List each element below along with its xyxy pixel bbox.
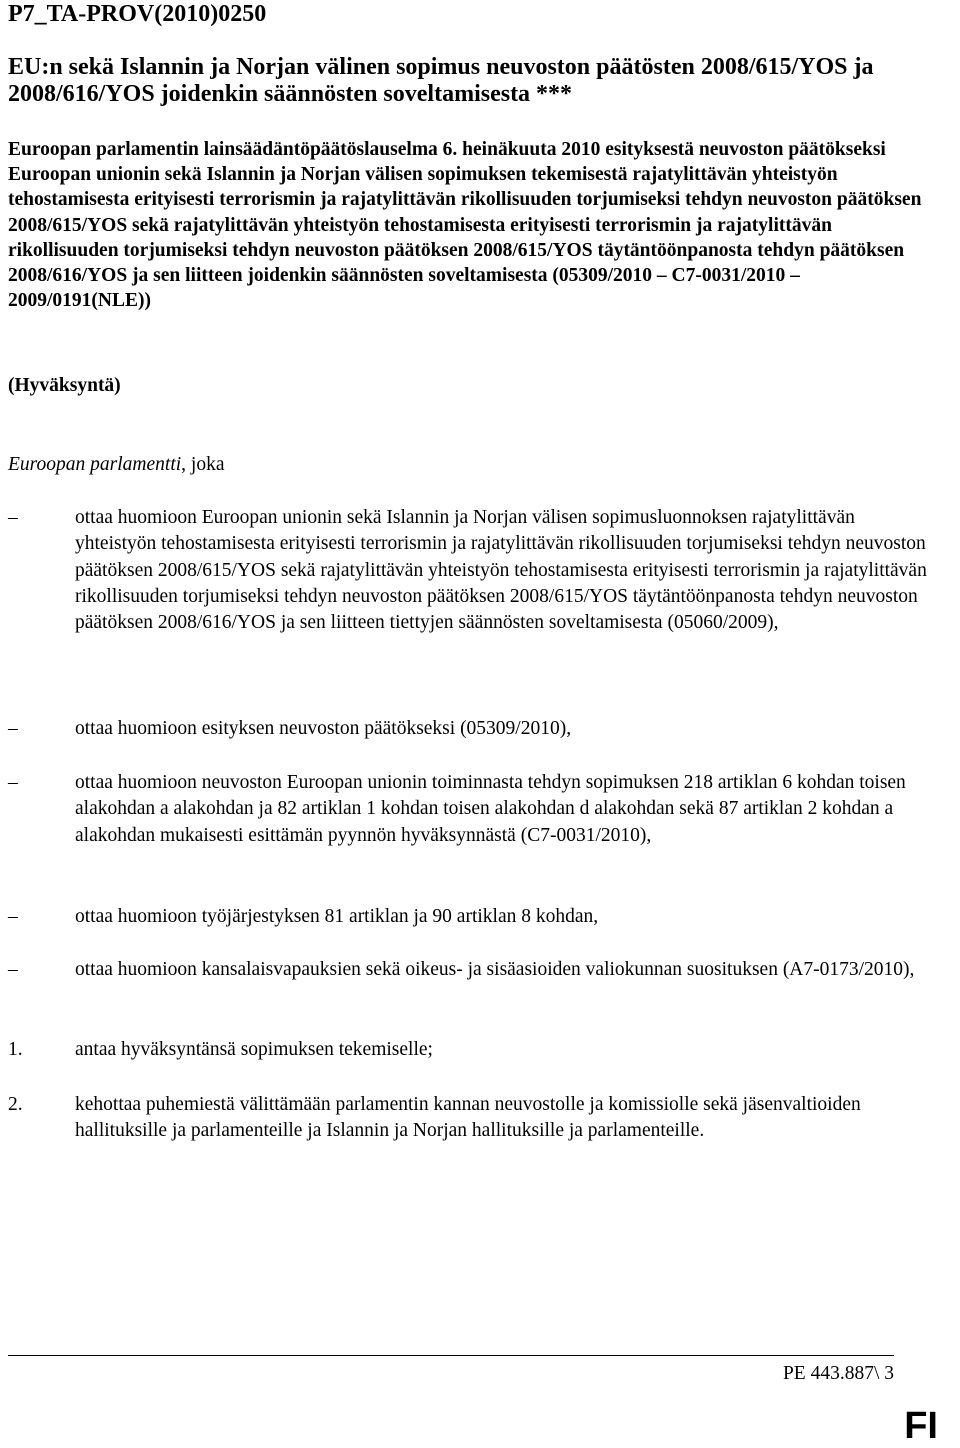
- citation-dash: –: [8, 772, 18, 793]
- citation-dash: –: [8, 959, 18, 980]
- citation-text: ottaa huomioon neuvoston Euroopan unionin toiminnasta tehdyn sopimuksen 218 artiklan 6 kohdan toisen alakohdan a alakohdan ja 82 artiklan 1 kohdan toisen alakohdan d alakohdan sekä 87 artiklan 2 kohdan a alakohdan mukaisesti esittämän pyynnön hyväksynnästä (C7-0031/2010),: [75, 772, 906, 846]
- preamble-subject-suffix: , joka: [181, 454, 225, 475]
- citation-text: ottaa huomioon Euroopan unionin sekä Islannin ja Norjan välisen sopimusluonnoksen rajatylittävän yhteistyön tehostamisesta erityisesti terrorismin ja rajatylittävän rikollisuuden torjumiseksi tehdyn neuvoston päätöksen 2008/615/YOS sekä rajatylittävän yhteistyön tehostamisesta erityisesti terrorismin ja rajatylittävän rikollisuuden torjumiseksi tehdyn neuvoston päätöksen 2008/615/YOS täytäntöönpanosta tehdyn neuvoston päätöksen 2008/616/YOS ja sen liitteen tiettyjen säännösten soveltamisesta (05060/2009),: [75, 507, 927, 634]
- resolution-paragraph: [8, 1092, 938, 1145]
- paragraph-text: antaa hyväksyntänsä sopimuksen tekemiselle;: [75, 1039, 433, 1060]
- citation-text: ottaa huomioon työjärjestyksen 81 artiklan ja 90 artiklan 8 kohdan,: [75, 906, 599, 927]
- language-code: FI: [904, 1405, 938, 1447]
- page-reference: PE 443.887\ 3: [782, 1363, 894, 1384]
- document-reference: P7_TA-PROV(2010)0250: [8, 1, 267, 27]
- resolution-paragraph: [8, 1037, 938, 1063]
- citation-item: [8, 716, 938, 742]
- paragraph-number: 2.: [8, 1094, 23, 1115]
- resolution-description: Euroopan parlamentin lainsäädäntöpäätöslauselma 6. heinäkuuta 2010 esityksestä neuvoston päätökseksi Euroopan unionin sekä Islannin ja Norjan välisen sopimuksen tekemisestä rajatylittävän yhteistyön tehostamisesta erityisesti terrorismin ja rajatylittävän rikollisuuden torjumiseksi tehdyn neuvoston päätöksen 2008/615/YOS sekä rajatylittävän yhteistyön tehostamisesta erityisesti terrorismin ja rajatylittävän rikollisuuden torjumiseksi tehdyn neuvoston päätöksen 2008/615/YOS täytäntöönpanosta tehdyn päätöksen 2008/616/YOS ja sen liitteen joidenkin säännösten soveltamisesta (05309/2010 – C7-0031/2010 – 2009/0191(NLE)): [8, 139, 922, 312]
- footer-divider: [8, 1355, 894, 1356]
- citation-dash: –: [8, 906, 18, 927]
- paragraph-number: 1.: [8, 1039, 23, 1060]
- citation-dash: –: [8, 507, 18, 528]
- citation-item: [8, 957, 938, 983]
- citation-text: ottaa huomioon kansalaisvapauksien sekä oikeus- ja sisäasioiden valiokunnan suosituksen (A7-0173/2010),: [75, 959, 915, 980]
- paragraph-text: kehottaa puhemiestä välittämään parlamentin kannan neuvostolle ja komissiolle sekä jäsenvaltioiden hallituksille ja parlamenteille ja Islannin ja Norjan hallituksille ja parlamenteille.: [75, 1094, 861, 1142]
- citation-dash: –: [8, 718, 18, 739]
- approval-status: (Hyväksyntä): [8, 375, 121, 396]
- citation-item: [8, 505, 938, 636]
- preamble-intro: [8, 452, 224, 478]
- citation-text: ottaa huomioon esityksen neuvoston päätökseksi (05309/2010),: [75, 718, 572, 739]
- citation-item: [8, 770, 938, 849]
- document-title: EU:n sekä Islannin ja Norjan välinen sopimus neuvoston päätösten 2008/615/YOS ja 2008/616/YOS joidenkin säännösten soveltamisesta ***: [8, 54, 874, 107]
- citation-item: [8, 904, 938, 930]
- preamble-subject: Euroopan parlamentti: [8, 454, 182, 475]
